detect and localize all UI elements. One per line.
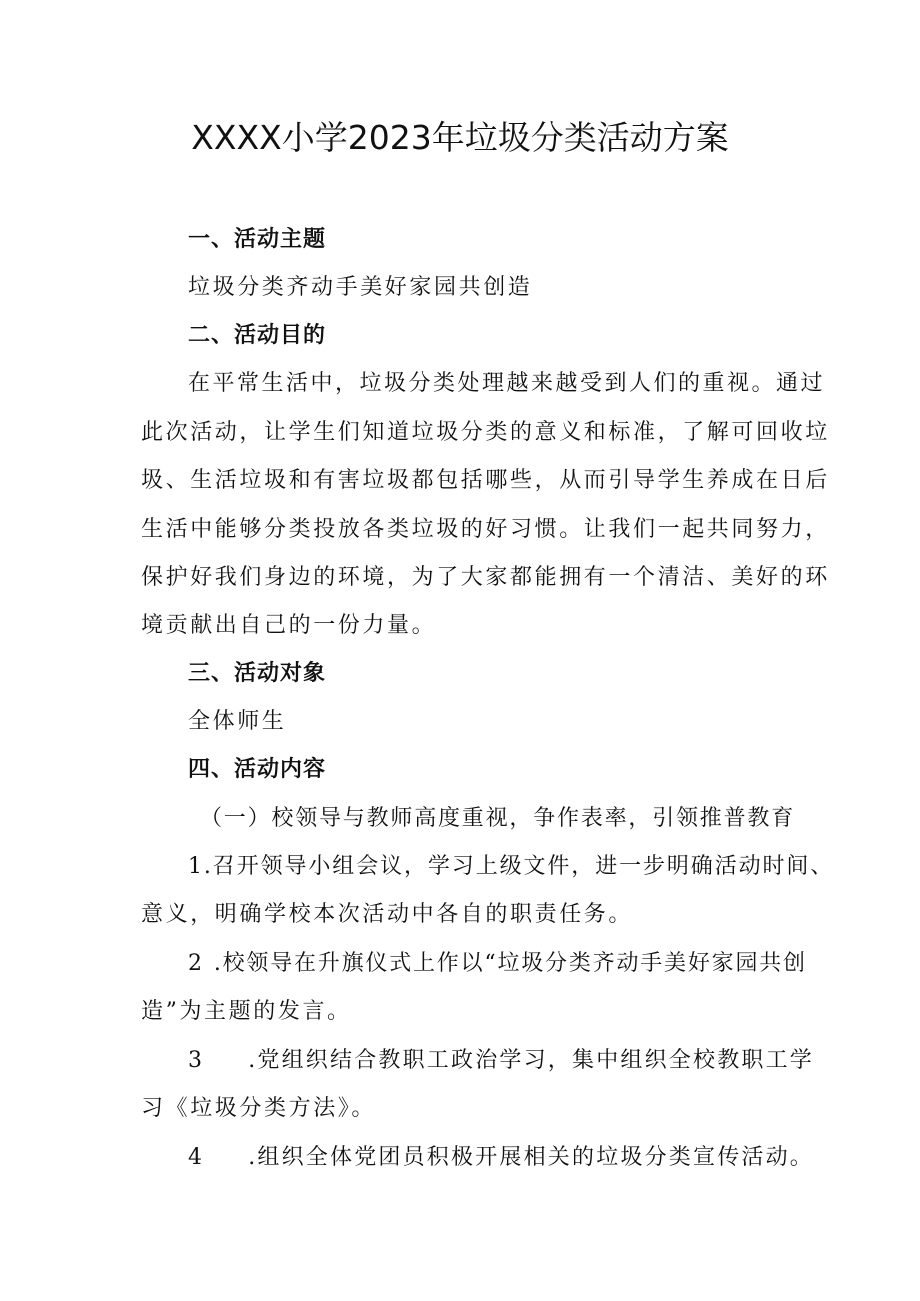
document-title: XXXX小学2023年垃圾分类活动方案: [191, 118, 729, 157]
item-text: .校领导在升旗仪式上作以“垃圾分类齐动手美好家园共创: [213, 951, 807, 976]
content-item-3-continued: 习《垃圾分类方法》。: [141, 1096, 377, 1121]
purpose-line-4: 生活中能够分类投放各类垃圾的好习惯。让我们一起共同努力，: [141, 517, 830, 542]
purpose-line-2: 此次活动，让学生们知道垃圾分类的意义和标准，了解可回收垃: [141, 420, 830, 445]
content-item-1: [188, 849, 834, 885]
section-heading-theme: 一、活动主题: [188, 227, 327, 252]
purpose-line-1: 在平常生活中，垃圾分类处理越来越受到人们的重视。通过: [188, 371, 826, 396]
content-item-3: [188, 1043, 814, 1079]
item-number: 4: [188, 1145, 205, 1170]
content-item-2-continued: 造”为主题的发言。: [141, 999, 352, 1024]
content-item-1-continued: 意义，明确学校本次活动中各自的职责任务。: [141, 902, 634, 927]
theme-text: 垃圾分类齐动手美好家园共创造: [188, 275, 533, 300]
content-subheading: （一）校领导与教师高度重视，争作表率，引领推普教育: [200, 806, 796, 831]
section-heading-content: 四、活动内容: [188, 757, 327, 782]
item-number: 1.: [188, 854, 213, 879]
item-number: 2: [188, 951, 204, 976]
purpose-line-6: 境贡献出自己的一份力量。: [141, 613, 437, 638]
item-text: 召开领导小组会议，学习上级文件，进一步明确活动时间、: [212, 854, 835, 879]
content-item-2: [188, 946, 807, 982]
audience-text: 全体师生: [188, 709, 287, 734]
content-item-4: [188, 1140, 814, 1176]
item-number: 3: [188, 1048, 205, 1073]
section-heading-purpose: 二、活动目的: [188, 323, 327, 348]
item-text: .党组织结合教职工政治学习，集中组织全校教职工学: [248, 1048, 814, 1073]
purpose-line-3: 圾、生活垃圾和有害垃圾都包括哪些，从而引导学生养成在日后: [141, 468, 830, 493]
item-text: .组织全体党团员积极开展相关的垃圾分类宣传活动。: [248, 1145, 814, 1170]
purpose-line-5: 保护好我们身边的环境，为了大家都能拥有一个清洁、美好的环: [141, 565, 830, 590]
section-heading-audience: 三、活动对象: [188, 661, 327, 686]
